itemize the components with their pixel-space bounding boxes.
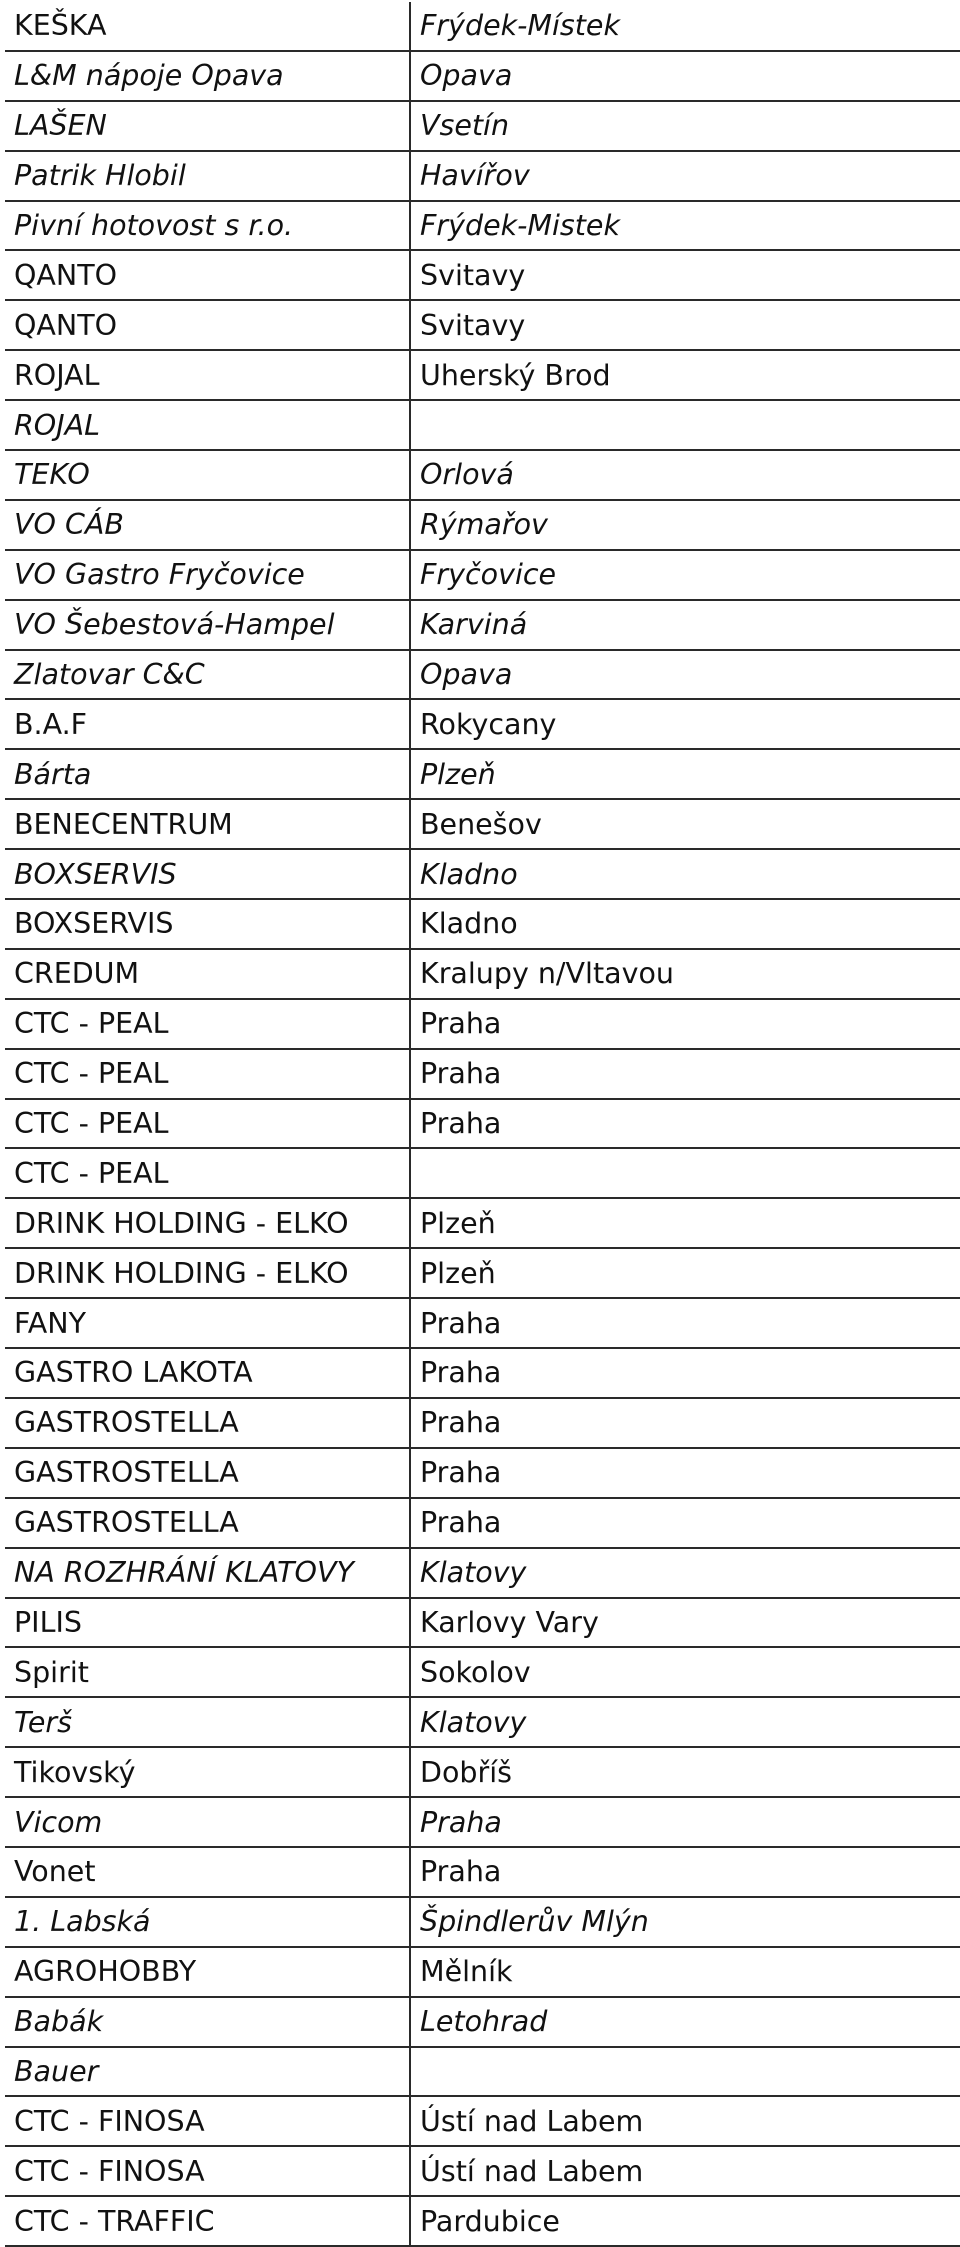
table-row xyxy=(5,2196,960,2246)
table-row xyxy=(5,1448,960,1498)
city-cell: Sokolov xyxy=(410,1647,960,1697)
city-cell: Dobříš xyxy=(410,1747,960,1797)
company-name-cell: GASTRO LAKOTA xyxy=(5,1348,410,1398)
company-name-cell: CTC - TRAFFIC xyxy=(5,2196,410,2246)
city-cell: Rýmařov xyxy=(410,500,960,550)
city-cell: Praha xyxy=(410,1049,960,1099)
table-row xyxy=(5,550,960,600)
company-name-cell: BOXSERVIS xyxy=(5,899,410,949)
table-row xyxy=(5,1248,960,1298)
table-row xyxy=(5,799,960,849)
table-row xyxy=(5,600,960,650)
city-cell xyxy=(410,2047,960,2097)
city-cell: Plzeň xyxy=(410,1198,960,1248)
table-body xyxy=(5,2,960,2246)
table-row xyxy=(5,699,960,749)
table-row xyxy=(5,1697,960,1747)
company-name-cell: TEKO xyxy=(5,450,410,500)
city-cell: Špindlerův Mlýn xyxy=(410,1897,960,1947)
company-name-cell: BOXSERVIS xyxy=(5,849,410,899)
city-cell: Praha xyxy=(410,1448,960,1498)
table-row xyxy=(5,1598,960,1648)
table-row xyxy=(5,1797,960,1847)
table-row xyxy=(5,201,960,251)
company-name-cell: DRINK HOLDING - ELKO xyxy=(5,1198,410,1248)
company-name-cell: Vonet xyxy=(5,1847,410,1897)
table-row xyxy=(5,1049,960,1099)
table-row xyxy=(5,2096,960,2146)
table-row xyxy=(5,1897,960,1947)
city-cell: Frýdek-Mistek xyxy=(410,201,960,251)
table-row xyxy=(5,1398,960,1448)
city-cell: Vsetín xyxy=(410,101,960,151)
company-name-cell: B.A.F xyxy=(5,699,410,749)
distributor-table xyxy=(5,2,960,2247)
company-name-cell: Spirit xyxy=(5,1647,410,1697)
company-name-cell: PILIS xyxy=(5,1598,410,1648)
table-row xyxy=(5,2,960,51)
city-cell: Frýdek-Místek xyxy=(410,2,960,51)
table-row xyxy=(5,1348,960,1398)
table-row xyxy=(5,949,960,999)
company-name-cell: Terš xyxy=(5,1697,410,1747)
city-cell: Ústí nad Labem xyxy=(410,2146,960,2196)
city-cell xyxy=(410,1148,960,1198)
company-name-cell: DRINK HOLDING - ELKO xyxy=(5,1248,410,1298)
city-cell: Klatovy xyxy=(410,1697,960,1747)
table-row xyxy=(5,1548,960,1598)
city-cell: Fryčovice xyxy=(410,550,960,600)
company-name-cell: GASTROSTELLA xyxy=(5,1498,410,1548)
city-cell: Kladno xyxy=(410,899,960,949)
city-cell: Svitavy xyxy=(410,300,960,350)
company-name-cell: Vicom xyxy=(5,1797,410,1847)
city-cell: Praha xyxy=(410,1348,960,1398)
company-name-cell: VO Gastro Fryčovice xyxy=(5,550,410,600)
city-cell: Havířov xyxy=(410,151,960,201)
city-cell: Svitavy xyxy=(410,250,960,300)
company-name-cell: BENECENTRUM xyxy=(5,799,410,849)
company-name-cell: FANY xyxy=(5,1298,410,1348)
table-row xyxy=(5,101,960,151)
company-name-cell: CTC - PEAL xyxy=(5,1099,410,1149)
company-name-cell: GASTROSTELLA xyxy=(5,1448,410,1498)
table-row xyxy=(5,250,960,300)
table-row xyxy=(5,2146,960,2196)
company-name-cell: LAŠEN xyxy=(5,101,410,151)
city-cell: Praha xyxy=(410,1398,960,1448)
city-cell: Praha xyxy=(410,1847,960,1897)
company-name-cell: Pivní hotovost s r.o. xyxy=(5,201,410,251)
company-name-cell: Bauer xyxy=(5,2047,410,2097)
city-cell: Praha xyxy=(410,1498,960,1548)
table-row xyxy=(5,2047,960,2097)
company-name-cell: VO Šebestová-Hampel xyxy=(5,600,410,650)
company-name-cell: AGROHOBBY xyxy=(5,1947,410,1997)
city-cell: Karlovy Vary xyxy=(410,1598,960,1648)
company-name-cell: Zlatovar C&C xyxy=(5,650,410,700)
company-name-cell: Tikovský xyxy=(5,1747,410,1797)
city-cell: Klatovy xyxy=(410,1548,960,1598)
company-name-cell: L&M nápoje Opava xyxy=(5,51,410,101)
city-cell: Praha xyxy=(410,1099,960,1149)
company-name-cell: NA ROZHRÁNÍ KLATOVY xyxy=(5,1548,410,1598)
table-row xyxy=(5,1498,960,1548)
city-cell: Letohrad xyxy=(410,1997,960,2047)
city-cell: Praha xyxy=(410,999,960,1049)
city-cell: Orlová xyxy=(410,450,960,500)
company-name-cell: ROJAL xyxy=(5,400,410,450)
table-row xyxy=(5,749,960,799)
company-name-cell: CTC - FINOSA xyxy=(5,2146,410,2196)
table-row xyxy=(5,500,960,550)
city-cell: Rokycany xyxy=(410,699,960,749)
table-row xyxy=(5,1148,960,1198)
company-name-cell: CTC - PEAL xyxy=(5,1148,410,1198)
table-row xyxy=(5,300,960,350)
city-cell: Praha xyxy=(410,1298,960,1348)
city-cell: Praha xyxy=(410,1797,960,1847)
table-row xyxy=(5,1747,960,1797)
table-row xyxy=(5,1947,960,1997)
table-row xyxy=(5,1099,960,1149)
table-row xyxy=(5,899,960,949)
table-row xyxy=(5,151,960,201)
company-name-cell: Babák xyxy=(5,1997,410,2047)
company-name-cell: CTC - PEAL xyxy=(5,1049,410,1099)
company-name-cell: QANTO xyxy=(5,300,410,350)
table-row xyxy=(5,350,960,400)
city-cell: Plzeň xyxy=(410,1248,960,1298)
city-cell: Opava xyxy=(410,51,960,101)
table-row xyxy=(5,1847,960,1897)
city-cell: Ústí nad Labem xyxy=(410,2096,960,2146)
table-row xyxy=(5,849,960,899)
city-cell: Kralupy n/Vltavou xyxy=(410,949,960,999)
city-cell: Pardubice xyxy=(410,2196,960,2246)
company-name-cell: CTC - PEAL xyxy=(5,999,410,1049)
company-name-cell: CREDUM xyxy=(5,949,410,999)
company-name-cell: QANTO xyxy=(5,250,410,300)
company-name-cell: Bárta xyxy=(5,749,410,799)
city-cell: Kladno xyxy=(410,849,960,899)
company-name-cell: GASTROSTELLA xyxy=(5,1398,410,1448)
city-cell: Karviná xyxy=(410,600,960,650)
company-name-cell: 1. Labská xyxy=(5,1897,410,1947)
city-cell: Benešov xyxy=(410,799,960,849)
company-name-cell: KEŠKA xyxy=(5,2,410,51)
city-cell xyxy=(410,400,960,450)
company-name-cell: VO CÁB xyxy=(5,500,410,550)
table-row xyxy=(5,1298,960,1348)
city-cell: Mělník xyxy=(410,1947,960,1997)
company-name-cell: Patrik Hlobil xyxy=(5,151,410,201)
table-row xyxy=(5,650,960,700)
city-cell: Uherský Brod xyxy=(410,350,960,400)
table-row xyxy=(5,51,960,101)
table-row xyxy=(5,999,960,1049)
table-row xyxy=(5,1997,960,2047)
table-row xyxy=(5,1647,960,1697)
table-row xyxy=(5,400,960,450)
table-row xyxy=(5,1198,960,1248)
table-row xyxy=(5,450,960,500)
company-name-cell: ROJAL xyxy=(5,350,410,400)
city-cell: Plzeň xyxy=(410,749,960,799)
city-cell: Opava xyxy=(410,650,960,700)
company-name-cell: CTC - FINOSA xyxy=(5,2096,410,2146)
